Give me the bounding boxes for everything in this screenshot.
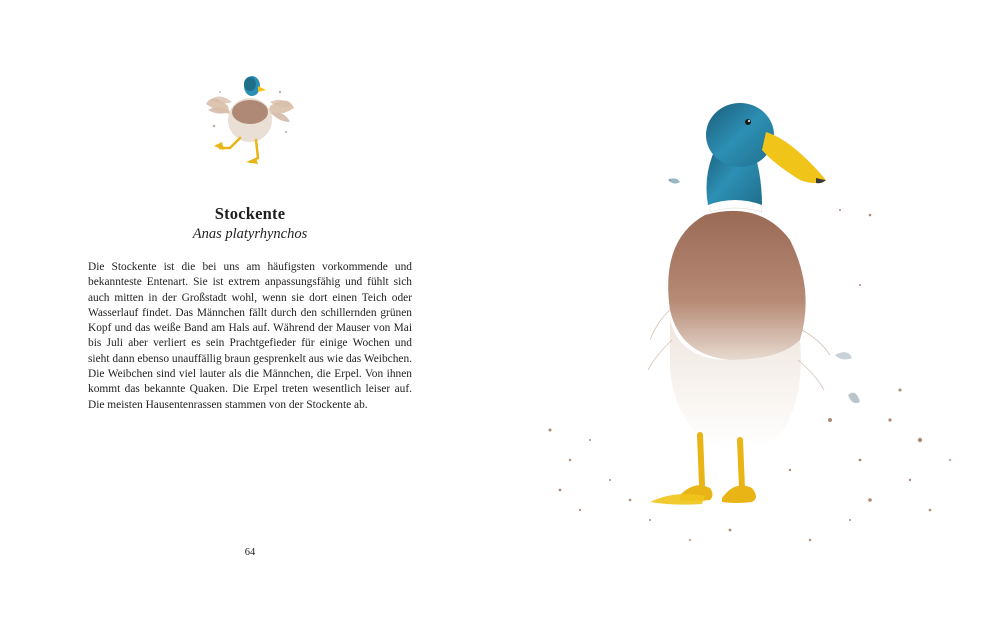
- species-description: Die Stockente ist die bei uns am häufigsten vorkommende und bekannteste Entenart. Sie ist extrem anpassungsfähig und fühlt sich auch mitten in der Großstadt wohl, wenn sie dort einen Teich oder Wasserlauf findet. Das Männchen fällt durch den schillernden grünen Kopf und das weiße Band am Hals auf. Während der Mauser von Mai bis Juli aber verliert es sein Prachtgefieder für einige Wochen und sieht dann ebenso unauffällig braun gesprenkelt aus wie das Weibchen. Die Weibchen sind viel lauter als die Männchen, die Erpel. Von ihnen kommt das bekannte Quaken. Die Erpel treten wesentlich leiser auf. Die meisten Hausentenrassen stammen von der Stockente ab.: [88, 261, 412, 411]
- small-duck-illustration: [200, 62, 300, 174]
- right-page: [500, 0, 1000, 618]
- page-number: 64: [244, 547, 256, 558]
- scientific-name: Anas platyrhynchos: [192, 226, 308, 242]
- large-duck-illustration: [530, 40, 970, 560]
- species-title: Stockente: [214, 204, 286, 223]
